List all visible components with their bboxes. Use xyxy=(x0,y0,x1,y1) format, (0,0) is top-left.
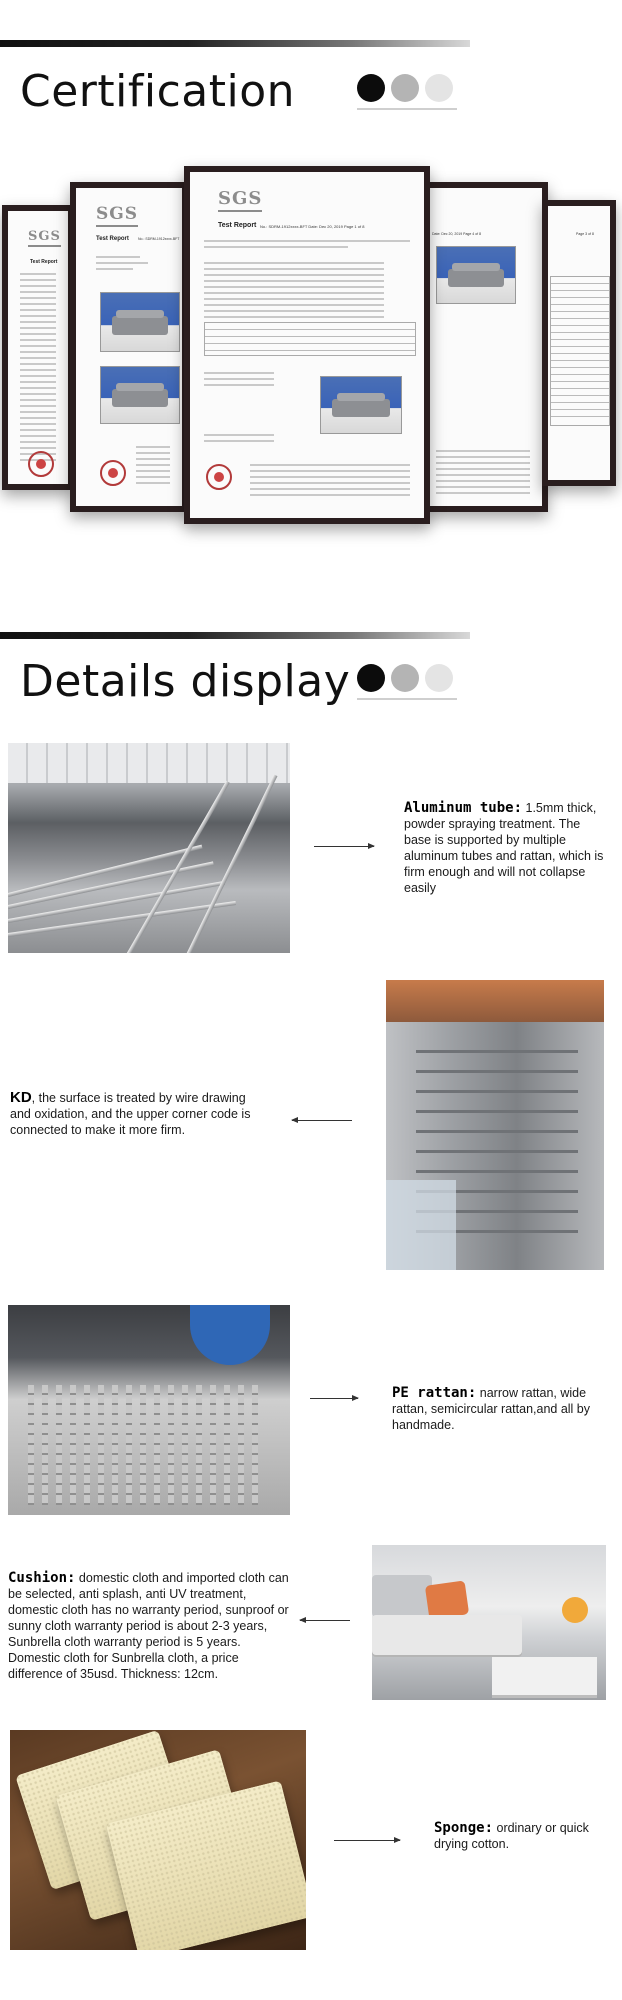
arrow-right-icon xyxy=(314,846,374,847)
cert-heading: Test Report xyxy=(218,222,257,229)
certificate-2 xyxy=(70,182,188,512)
aluminum-tube-photo xyxy=(8,743,290,953)
cushion-description: Cushion: domestic cloth and imported cloth can be selected, anti splash, anti UV treatment, domestic cloth has no warranty period, sunproof or sunny cloth warranty period is about 2-3 years, Sunbrella cloth warranty period is 5 years. Domestic cloth for Sunbrella cloth, a price difference of 35usd. Thickness: 12cm. xyxy=(8,1570,289,1681)
pager-dots xyxy=(357,74,457,110)
pe-rattan-label: PE rattan: xyxy=(392,1385,477,1401)
sgs-logo: SGS xyxy=(218,188,263,209)
sofa-photo xyxy=(320,376,402,434)
cushion-label: Cushion: xyxy=(8,1570,76,1586)
result-table xyxy=(204,322,416,356)
seal-icon xyxy=(100,460,126,486)
arrow-left-icon xyxy=(300,1620,350,1621)
pe-rattan-description: PE rattan: narrow rattan, wide rattan, semicircular rattan,and all by handmade. xyxy=(392,1385,591,1432)
cert-meta: No.: SDRM-1912xxxx-BFT Date: Dec 20, 2019 Page 1 of 8 xyxy=(260,224,365,229)
section-divider-details xyxy=(0,632,470,639)
cert-meta: No.: SDRM-1912xxxx-BFT xyxy=(138,237,180,241)
seal-icon xyxy=(28,451,54,477)
kd-description: KD, the surface is treated by wire drawing and oxidation, and the upper corner code is connected to make it more firm. xyxy=(10,1089,251,1137)
cert-heading: Test Report xyxy=(30,259,58,265)
dot-dark xyxy=(357,74,385,102)
cert-meta: Page 3 of 8 xyxy=(576,232,594,236)
pe-rattan-photo xyxy=(8,1305,290,1515)
cert-meta: Date: Dec 20, 2019 Page 4 of 8 xyxy=(432,232,482,236)
arrow-right-icon xyxy=(310,1398,358,1399)
section-divider-top xyxy=(0,40,470,47)
details-title: Details display xyxy=(20,656,351,707)
cert-heading: Test Report xyxy=(96,236,129,242)
dot-mid xyxy=(391,664,419,692)
sgs-logo: SGS xyxy=(96,204,139,224)
sofa-photo xyxy=(100,292,180,352)
arrow-right-icon xyxy=(334,1840,400,1841)
certificate-1 xyxy=(2,205,74,490)
dot-dark xyxy=(357,664,385,692)
kd-label: KD xyxy=(10,1089,32,1106)
sgs-logo: SGS xyxy=(28,229,61,244)
certificate-4 xyxy=(424,182,548,512)
arrow-left-icon xyxy=(292,1120,352,1121)
aluminum-tube-label: Aluminum tube: xyxy=(404,800,523,816)
dot-mid xyxy=(391,74,419,102)
certificate-3 xyxy=(184,166,430,524)
dot-light xyxy=(425,664,453,692)
sponge-description: Sponge: ordinary or quick drying cotton. xyxy=(434,1820,589,1851)
dot-light xyxy=(425,74,453,102)
sofa-photo xyxy=(100,366,180,424)
cushion-photo xyxy=(372,1545,606,1700)
pager-dots xyxy=(357,664,457,700)
sofa-photo xyxy=(436,246,516,304)
sponge-photo xyxy=(10,1730,306,1950)
certificate-5 xyxy=(542,200,616,486)
sponge-label: Sponge: xyxy=(434,1820,494,1836)
certification-title: Certification xyxy=(20,66,296,117)
kd-frame-photo xyxy=(386,980,604,1270)
seal-icon xyxy=(206,464,232,490)
aluminum-tube-description: Aluminum tube: 1.5mm thick, powder spraying treatment. The base is supported by multiple aluminum tubes and rattan, which is firm enough and will not collapse easily xyxy=(404,800,604,895)
